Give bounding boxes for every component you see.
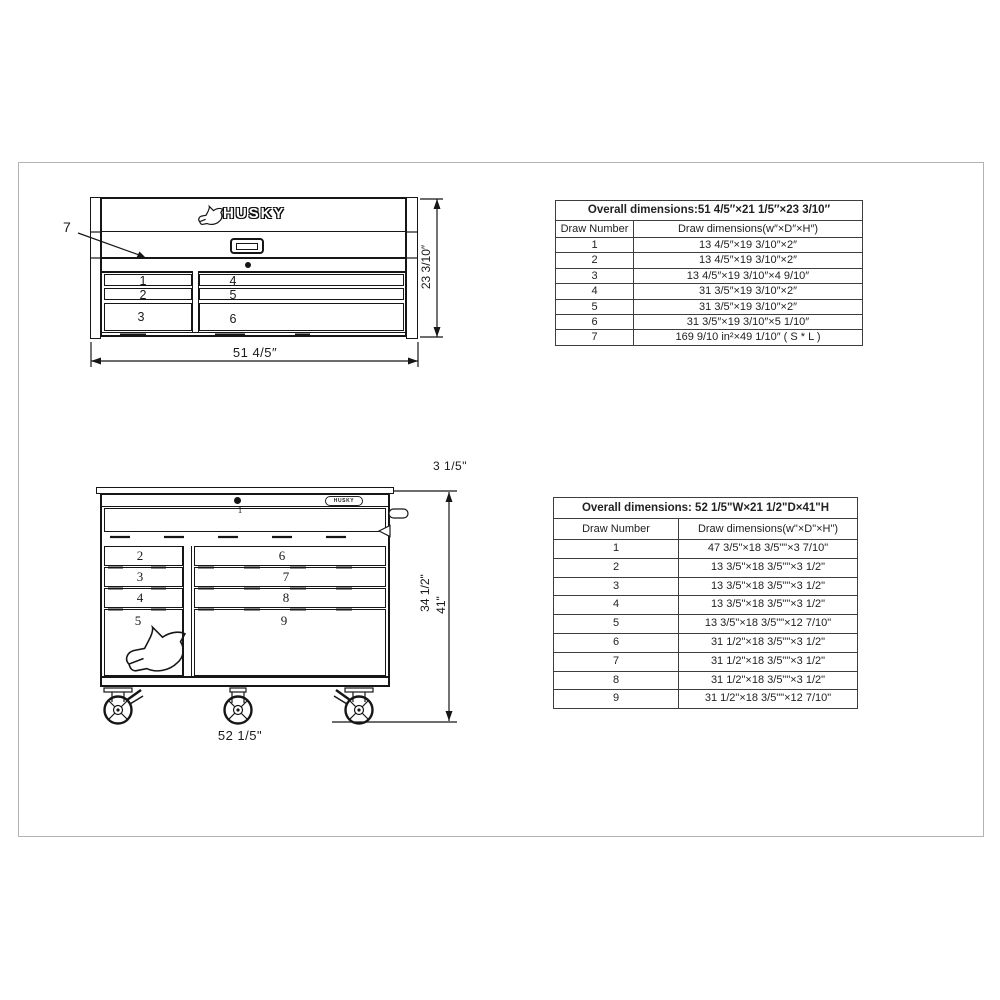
chest-table-col2-header: Draw dimensions(w″×D″×H″): [677, 223, 819, 235]
cabinet-width-dimension: 52 1/5": [217, 728, 263, 743]
chest-drawer-1-label: 1: [139, 274, 147, 288]
chest-drawer-5-label: 5: [229, 288, 237, 302]
draw-number: 4: [556, 284, 634, 298]
draw-dimensions: 13 4/5″×19 3/10″×4 9/10″: [686, 269, 810, 282]
table-row: [556, 268, 862, 283]
draw-number: 1: [556, 238, 634, 252]
draw-number: 6: [554, 634, 679, 652]
cabinet-total-height-dimension: 41": [434, 596, 448, 614]
husky-logo-text: HUSKY: [223, 205, 286, 222]
cabinet-drawer-7-label: 7: [282, 569, 290, 584]
cabinet-base-rail-line: [100, 676, 390, 678]
draw-dimensions: 31 1/2"×18 3/5""×3 1/2": [710, 654, 826, 667]
table-row: [554, 614, 857, 633]
chest-height-dimension: 23 3/10″: [419, 244, 433, 290]
table-row: [554, 539, 857, 558]
draw-dimensions: 31 1/2"×18 3/5""×3 1/2": [710, 635, 826, 648]
table-row: [556, 299, 862, 314]
cabinet-husky-nameplate: HUSKY: [325, 496, 363, 506]
cabinet-drawer-divider: [183, 546, 192, 676]
table-row: [554, 558, 857, 577]
chest-bottom-rail-line: [100, 332, 407, 333]
draw-number: 4: [554, 596, 679, 614]
chest-lid-divider-line: [100, 231, 407, 232]
cabinet-drawer-5-label: 5: [134, 613, 142, 628]
chest-table-title: Overall dimensions:51 4/5″×21 1/5″×23 3/10″: [587, 204, 831, 216]
draw-dimensions: 31 1/2"×18 3/5""×12 7/10": [704, 692, 832, 705]
draw-number: 7: [554, 653, 679, 671]
draw-number: 2: [556, 253, 634, 267]
chest-table-header: [556, 220, 862, 237]
cabinet-table-header: [554, 518, 857, 539]
cabinet-body-height-dimension: 34 1/2": [418, 574, 432, 612]
cabinet-table-col1-header: Draw Number: [554, 519, 679, 539]
draw-number: 2: [554, 559, 679, 577]
cabinet-drawer-1-label: 1: [237, 505, 243, 515]
draw-number: 1: [554, 540, 679, 558]
draw-dimensions: 13 3/5"×18 3/5""×3 1/2": [710, 579, 826, 592]
draw-dimensions: 31 3/5″×19 3/10″×2″: [699, 300, 797, 313]
cabinet-drawer-9-label: 9: [280, 613, 288, 628]
chest-spec-table: [555, 200, 863, 346]
table-row: [556, 314, 862, 329]
draw-number: 8: [554, 672, 679, 690]
table-row: [554, 595, 857, 614]
chest-drawer-3: [104, 303, 192, 331]
table-row: [554, 689, 857, 708]
table-row: [556, 329, 862, 344]
draw-dimensions: 31 3/5″×19 3/10″×2″: [699, 285, 797, 298]
chest-drawer-6-label: 6: [229, 312, 237, 326]
draw-number: 6: [556, 315, 634, 329]
draw-dimensions: 31 1/2"×18 3/5""×3 1/2": [710, 673, 826, 686]
chest-drawer-divider: [192, 271, 199, 332]
table-row: [554, 652, 857, 671]
cabinet-drawer-6: [194, 546, 386, 566]
draw-number: 7: [556, 330, 634, 344]
draw-number: 5: [556, 300, 634, 314]
table-row: [556, 237, 862, 252]
chest-callout-7: 7: [63, 219, 71, 235]
chest-drawer-area-top-line: [100, 271, 407, 273]
cabinet-lock-dot: [234, 497, 241, 504]
cabinet-spec-table: [553, 497, 858, 709]
chest-front-lip-line: [100, 257, 407, 259]
cabinet-drawer-4-label: 4: [136, 590, 144, 605]
cabinet-handle-depth-dimension: 3 1/5": [433, 459, 467, 473]
draw-dimensions: 13 3/5"×18 3/5""×12 7/10": [704, 617, 832, 630]
chest-handle-inner: [236, 243, 258, 250]
chest-lock-dot: [245, 262, 251, 268]
cabinet-table-col2-header: Draw dimensions(w"×D"×H"): [697, 523, 839, 535]
cabinet-drawer-3-label: 3: [136, 569, 144, 584]
table-row: [554, 577, 857, 596]
chest-right-end-cap: [406, 197, 418, 339]
draw-dimensions: 169 9/10 in²×49 1/10″ ( S * L ): [675, 331, 821, 344]
cabinet-drawer-8-label: 8: [282, 590, 290, 605]
cabinet-drawer-9: [194, 609, 386, 676]
draw-dimensions: 13 4/5″×19 3/10″×2″: [699, 239, 797, 251]
draw-number: 3: [554, 578, 679, 596]
cabinet-drawer-6-label: 6: [278, 548, 286, 563]
chest-drawer-4-label: 4: [229, 274, 237, 288]
draw-dimensions: 13 4/5″×19 3/10″×2″: [699, 254, 797, 267]
draw-number: 3: [556, 269, 634, 283]
draw-dimensions: 13 3/5"×18 3/5""×3 1/2": [710, 598, 826, 611]
draw-dimensions: 47 3/5"×18 3/5""×3 7/10": [707, 542, 829, 554]
draw-number: 5: [554, 615, 679, 633]
chest-width-dimension: 51 4/5″: [232, 345, 278, 360]
chest-drawer-2-label: 2: [139, 288, 147, 302]
cabinet-table-title: Overall dimensions: 52 1/5"W×21 1/2"D×41"H: [581, 502, 830, 514]
draw-dimensions: 13 3/5"×18 3/5""×3 1/2": [710, 560, 826, 573]
table-row: [556, 283, 862, 298]
draw-dimensions: 31 3/5″×19 3/10″×5 1/10″: [686, 315, 810, 328]
table-row: [556, 252, 862, 267]
chest-table-col1-header: Draw Number: [556, 221, 634, 237]
draw-number: 9: [554, 690, 679, 708]
table-row: [554, 671, 857, 690]
cabinet-drawer-2-label: 2: [136, 548, 144, 563]
table-row: [554, 633, 857, 652]
chest-drawer-3-label: 3: [137, 310, 145, 324]
